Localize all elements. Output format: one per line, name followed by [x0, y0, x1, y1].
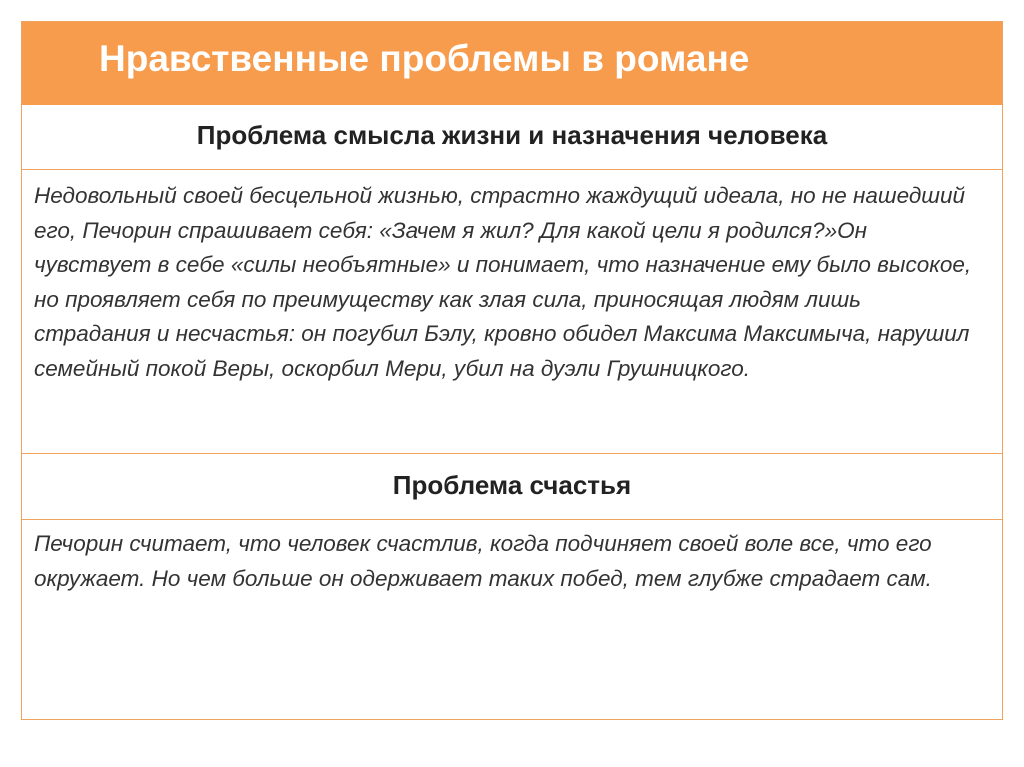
section-heading-meaning-of-life: Проблема смысла жизни и назначения человека [22, 105, 1002, 170]
title-bar [22, 22, 1002, 105]
problems-table [21, 21, 1003, 720]
section-heading-happiness: Проблема счастья [22, 453, 1002, 520]
section-text-happiness: Печорин считает, что человек счастлив, когда подчиняет своей воле все, что его окружает. Но чем больше он одерживает таких побед, тем глубже страдает сам. [34, 531, 932, 591]
slide-title: Нравственные проблемы в романе [99, 38, 750, 79]
section-text-meaning-of-life: Недовольный своей бесцельной жизнью, страстно жаждущий идеала, но не нашедший его, Печорин спрашивает себя: «Зачем я жил? Для какой цели я родился?»Он чувствует в себе «силы необъятные» и понимает, что назначение ему было высокое, но проявляет себя по преимуществу как злая сила, приносящая людям лишь страдания и несчастья: он погубил Бэлу, кровно обидел Максима Максимыча, нарушил семейный покой Веры, оскорбил Мери, убил на дуэли Грушницкого. [34, 183, 972, 381]
